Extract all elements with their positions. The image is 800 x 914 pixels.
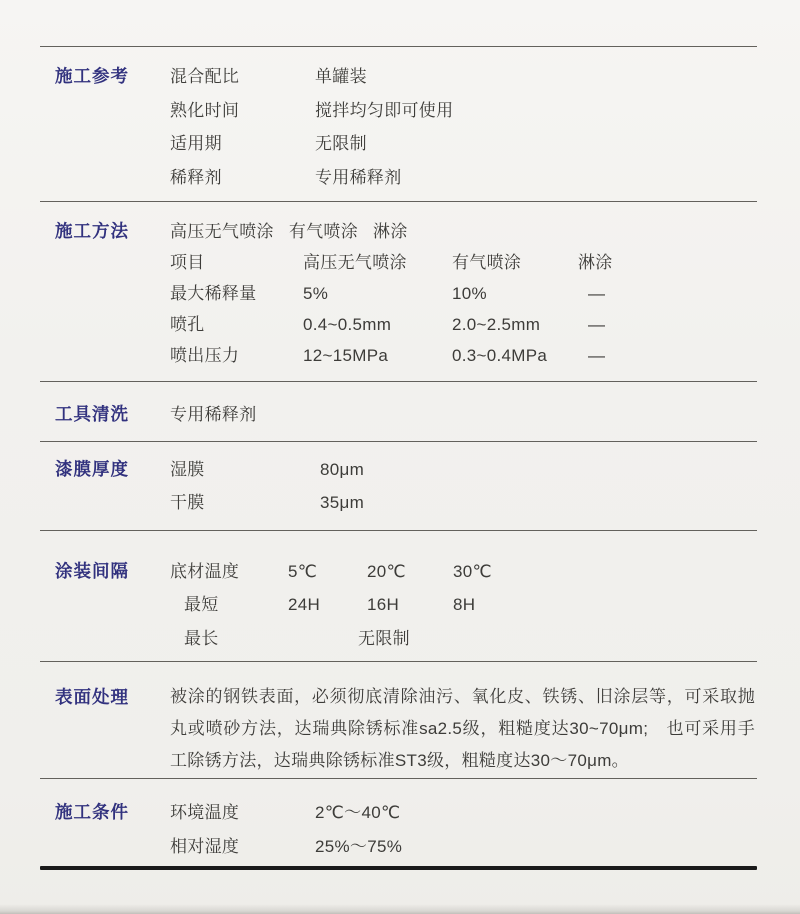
surface-preparation-body: [170, 681, 757, 777]
method-table-header: 高压无气喷涂: [303, 253, 407, 272]
method-table-cell: 2.0~2.5mm: [452, 315, 541, 334]
spec-row: [170, 830, 757, 864]
method-table-cell: 最大稀释量: [170, 284, 257, 303]
section-tool-cleaning: [40, 382, 757, 441]
spec-value: 2℃～40℃: [315, 803, 401, 822]
section-application-method: [40, 202, 757, 381]
spec-row: [170, 94, 757, 128]
section-title-tool-cleaning: 工具清洗: [55, 404, 129, 424]
method-table-cell: 12~15MPa: [303, 346, 389, 365]
recoat-interval-body: [170, 555, 757, 656]
spec-row: [170, 453, 757, 487]
section-title-recoat-interval: 涂装间隔: [55, 560, 129, 581]
interval-cell: 24H: [288, 595, 321, 614]
method-table-cell: 10%: [452, 284, 487, 303]
spec-value: 25%～75%: [315, 836, 403, 856]
tool-cleaning-body: [170, 398, 757, 432]
section-surface-preparation: [40, 662, 757, 778]
surface-preparation-text: 被涂的钢铁表面，必须彻底清除油污、氧化皮、铁锈、旧涂层等，可采取抛丸或喷砂方法，达瑞典除锈标准sa2.5级，粗糙度达30~70μm; 也可采用手工除锈方法，达瑞典除锈标准ST3级，粗糙度达30～70μm。: [170, 687, 755, 770]
method-table-cell: 喷孔: [170, 315, 205, 334]
spec-value: 单罐装: [315, 67, 367, 86]
interval-cell: 无限制: [358, 628, 410, 648]
application-method-body: [170, 216, 757, 371]
method-table-header: 有气喷涂: [452, 253, 522, 272]
interval-header: 20℃: [367, 561, 406, 581]
spec-label: 适用期: [170, 134, 222, 153]
interval-cell: 最长: [184, 628, 219, 648]
method-table-cell: —: [588, 346, 606, 365]
interval-cell: 最短: [184, 595, 219, 614]
method-table-cell: 0.3~0.4MPa: [452, 346, 548, 365]
spec-label: 混合配比: [170, 67, 240, 86]
datasheet-content: [40, 0, 757, 870]
application-conditions-body: [170, 796, 757, 863]
section-recoat-interval: [40, 531, 757, 662]
spec-value: 搅拌均匀即可使用: [315, 100, 454, 120]
section-construction-reference: [40, 47, 757, 201]
spec-row: [170, 60, 757, 94]
spec-row: [170, 486, 757, 520]
interval-max-row: [170, 622, 757, 656]
method-item: 有气喷涂: [288, 222, 359, 241]
tool-cleaning-value: 专用稀释剂: [170, 405, 257, 424]
interval-cell: 16H: [367, 595, 400, 614]
spec-value: 80μm: [320, 459, 365, 479]
section-film-thickness: [40, 442, 757, 530]
interval-header: 底材温度: [170, 561, 240, 581]
spec-value: 无限制: [315, 134, 367, 153]
method-table-cell: 5%: [303, 284, 329, 303]
spec-row: [170, 161, 757, 195]
section-title-surface-preparation: 表面处理: [55, 687, 129, 707]
interval-header: 5℃: [288, 561, 318, 581]
film-thickness-body: [170, 453, 757, 520]
section-title-construction-reference: 施工参考: [55, 66, 129, 86]
spec-row: [170, 127, 757, 161]
spec-label: 稀释剂: [170, 167, 222, 187]
method-table-header: 项目: [170, 253, 205, 272]
method-list: [170, 216, 757, 247]
method-table-cell: 喷出压力: [170, 346, 240, 365]
spec-label: 环境温度: [170, 803, 240, 822]
section-title-film-thickness: 漆膜厚度: [55, 458, 129, 479]
divider-bottom-thick: [40, 866, 757, 870]
interval-header: 30℃: [453, 561, 492, 581]
section-application-conditions: [40, 779, 757, 866]
method-table-cell: —: [588, 315, 606, 334]
method-table-cell: —: [588, 284, 606, 303]
construction-reference-body: [170, 60, 757, 194]
spec-label: 熟化时间: [170, 100, 240, 120]
section-title-application-conditions: 施工条件: [55, 802, 129, 822]
method-table-header: 淋涂: [578, 253, 613, 272]
method-item: 淋涂: [373, 222, 408, 241]
section-title-application-method: 施工方法: [55, 221, 129, 241]
spec-label: 湿膜: [170, 459, 205, 479]
interval-cell: 8H: [453, 595, 476, 614]
page-bottom-edge: [0, 904, 800, 914]
spec-value: 专用稀释剂: [315, 167, 402, 187]
method-table: [170, 247, 757, 371]
spec-row: [170, 796, 757, 830]
spec-value: 35μm: [320, 493, 365, 512]
spec-label: 干膜: [170, 493, 205, 512]
spec-label: 相对湿度: [170, 836, 240, 856]
interval-table: [170, 555, 757, 622]
method-table-cell: 0.4~0.5mm: [303, 315, 392, 334]
method-item: 高压无气喷涂: [170, 222, 274, 241]
